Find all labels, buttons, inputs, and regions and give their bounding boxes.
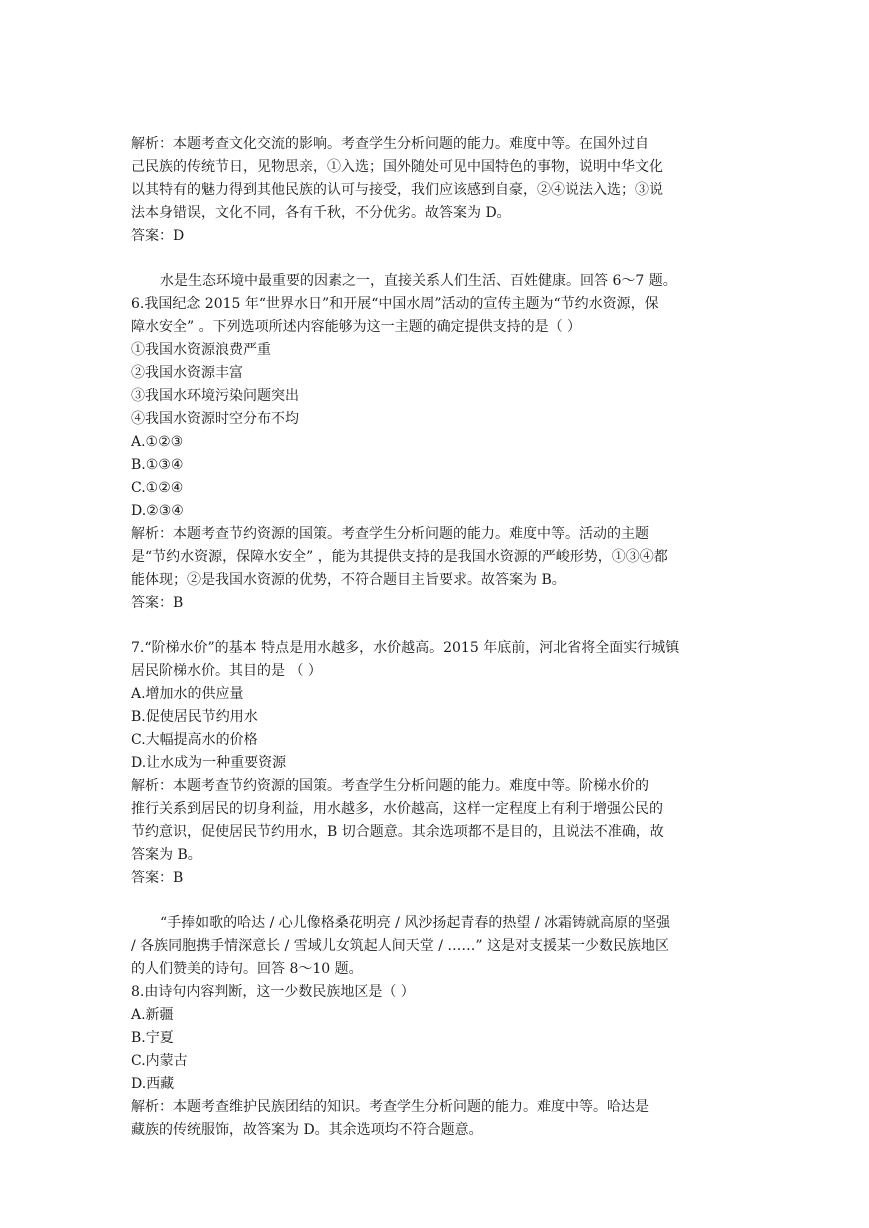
q8-option-b: B.宁夏 xyxy=(131,1030,174,1046)
q8-analysis-line: 解析：本题考查维护民族团结的知识。考查学生分析问题的能力。难度中等。哈达是 xyxy=(131,1099,649,1115)
q5-analysis-line: 己民族的传统节日，见物思亲，①入选；国外随处可见中国特色的事物，说明中华文化 xyxy=(131,159,663,175)
q6-option-c: C.①②④ xyxy=(131,480,184,496)
q7-question-line: 居民阶梯水价。其目的是 （ ） xyxy=(131,663,322,679)
q6-answer: 答案：B xyxy=(131,595,184,611)
q8-option-a: A.新疆 xyxy=(131,1007,174,1023)
q6-item: ①我国水资源浪费严重 xyxy=(131,342,271,358)
q6-question-line: 障水安全” 。下列选项所述内容能够为这一主题的确定提供支持的是（ ） xyxy=(131,319,582,335)
q7-option-c: C.大幅提高水的价格 xyxy=(131,732,258,748)
q6-option-d: D.②③④ xyxy=(131,503,184,519)
group-8-10-stem-line: / 各族同胞携手情深意长 / 雪域儿女筑起人间天堂 / ……” 这是对支援某一少数民族地区 xyxy=(131,938,670,954)
q7-analysis-line: 节约意识，促使居民节约用水，B 切合题意。其余选项都不是目的，且说法不准确，故 xyxy=(131,824,664,840)
q6-analysis-line: 是“节约水资源，保障水安全” ，能为其提供支持的是我国水资源的严峻形势，①③④都 xyxy=(131,549,668,565)
q7-question-line: 7.“阶梯水价”的基本 特点是用水越多，水价越高。2015 年底前，河北省将全面实行城镇 xyxy=(131,640,680,656)
q7-answer: 答案：B xyxy=(131,870,184,886)
q7-analysis-line: 解析：本题考查节约资源的国策。考查学生分析问题的能力。难度中等。阶梯水价的 xyxy=(131,778,649,794)
q5-analysis-line: 以其特有的魅力得到其他民族的认可与接受，我们应该感到自豪，②④说法入选；③说 xyxy=(131,182,663,198)
q5-answer: 答案：D xyxy=(131,228,185,244)
group-8-10-stem-line: “手捧如歌的哈达 / 心儿像格桑花明亮 / 风沙扬起青春的热望 / 冰霜铸就高原的坚强 xyxy=(160,915,671,931)
q8-question: 8.由诗句内容判断，这一少数民族地区是（ ） xyxy=(131,984,415,1000)
q8-option-d: D.西藏 xyxy=(131,1076,175,1092)
q7-analysis-line: 推行关系到居民的切身利益，用水越多，水价越高，这样一定程度上有利于增强公民的 xyxy=(131,801,663,817)
group-8-10-stem-line: 的人们赞美的诗句。回答 8～10 题。 xyxy=(131,961,363,977)
q6-question-line: 6.我国纪念 2015 年“世界水日”和开展“中国水周”活动的宣传主题为“节约水资源，保 xyxy=(131,296,659,312)
q5-analysis-line: 法本身错误，文化不同，各有千秋，不分优劣。故答案为 D。 xyxy=(131,205,511,221)
q6-item: ④我国水资源时空分布不均 xyxy=(131,411,299,427)
q8-option-c: C.内蒙古 xyxy=(131,1053,188,1069)
q7-analysis-line: 答案为 B。 xyxy=(131,847,202,863)
q6-option-b: B.①③④ xyxy=(131,457,184,473)
q6-item: ③我国水环境污染问题突出 xyxy=(131,388,299,404)
group-6-7-stem: 水是生态环境中最重要的因素之一，直接关系人们生活、百姓健康。回答 6～7 题。 xyxy=(160,273,677,289)
q7-option-a: A.增加水的供应量 xyxy=(131,686,244,702)
q5-analysis-line: 解析：本题考查文化交流的影响。考查学生分析问题的能力。难度中等。在国外过自 xyxy=(131,136,649,152)
q6-option-a: A.①②③ xyxy=(131,434,184,450)
q6-analysis-line: 解析：本题考查节约资源的国策。考查学生分析问题的能力。难度中等。活动的主题 xyxy=(131,526,649,542)
q6-item: ②我国水资源丰富 xyxy=(131,365,243,381)
q7-option-d: D.让水成为一种重要资源 xyxy=(131,755,287,771)
q7-option-b: B.促使居民节约用水 xyxy=(131,709,258,725)
q6-analysis-line: 能体现；②是我国水资源的优势，不符合题目主旨要求。故答案为 B。 xyxy=(131,572,566,588)
q8-analysis-line: 藏族的传统服饰，故答案为 D。其余选项均不符合题意。 xyxy=(131,1122,483,1138)
